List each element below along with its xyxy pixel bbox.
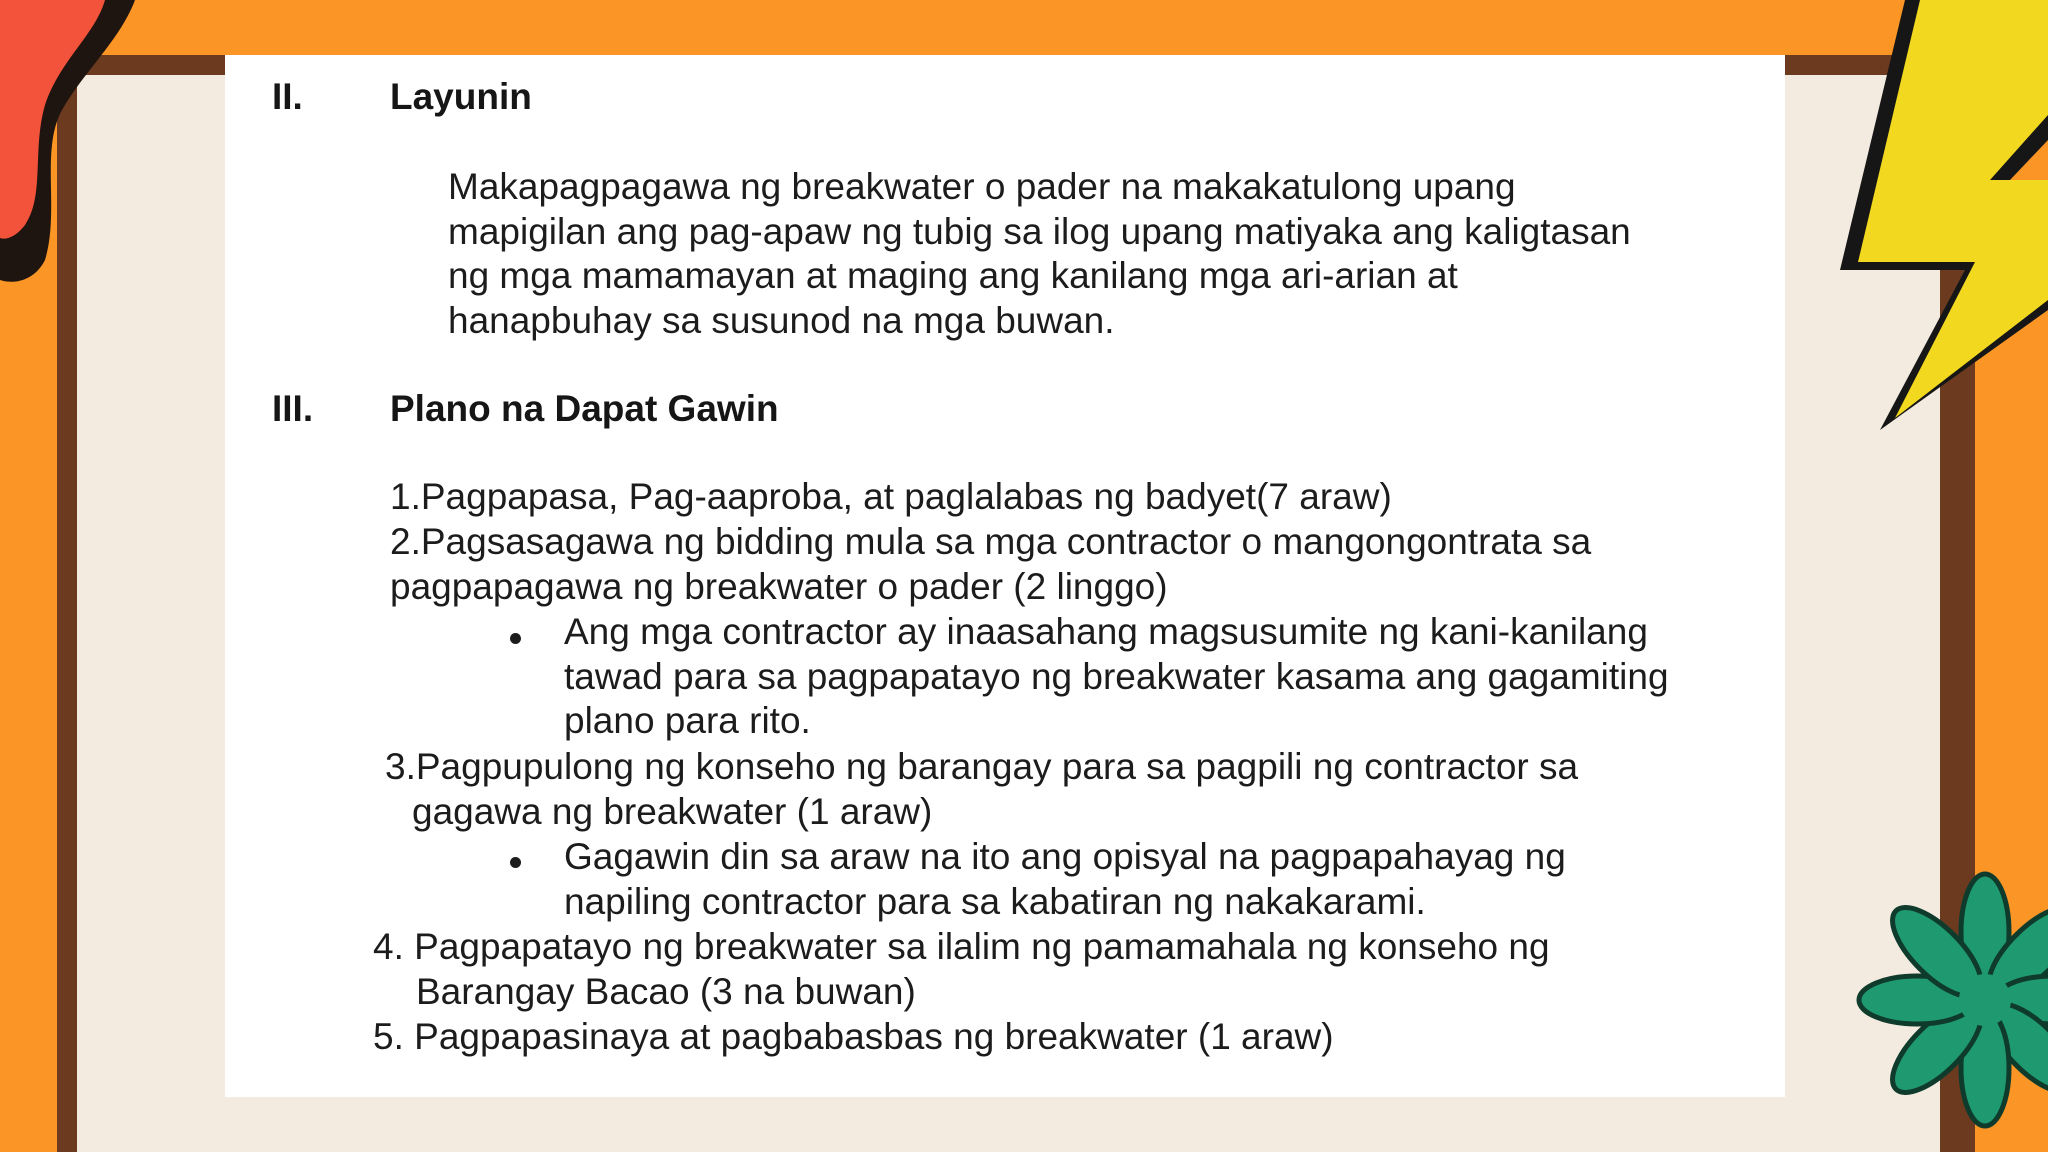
plan-item-5 [373, 1015, 1334, 1060]
bullet-line: Gagawin din sa araw na ito ang opisyal na pagpapahayag ng [564, 836, 1566, 877]
item-line: Barangay Bacao (3 na buwan) [416, 970, 916, 1012]
bullet-line: napiling contractor para sa kabatiran ng nakakarami. [564, 880, 1426, 922]
plan-item-2 [390, 520, 1591, 609]
plan-item-3 [385, 745, 1578, 834]
item-line: pagpapagawa ng breakwater o pader (2 linggo) [390, 565, 1168, 607]
section-2-numeral: II. [272, 76, 303, 117]
section-3-title: Plano na Dapat Gawin [390, 388, 779, 429]
plan-item-1 [390, 475, 1392, 520]
document-page [225, 55, 1785, 1097]
bullet-dot-icon [510, 633, 521, 644]
plan-item-4 [373, 925, 1550, 1014]
item-line: gagawa ng breakwater (1 araw) [412, 790, 933, 832]
section-2-body [448, 165, 1631, 343]
bullet-line: plano para rito. [564, 700, 811, 741]
section-2-title: Layunin [390, 76, 532, 117]
item-line: 1.Pagpapasa, Pag-aaproba, at paglalabas ng badyet(7 araw) [390, 476, 1392, 517]
item-line: 2.Pagsasagawa ng bidding mula sa mga contractor o mangongontrata sa [390, 521, 1592, 562]
body-line: mapigilan ang pag-apaw ng tubig sa ilog upang matiyaka ang kaligtasan [448, 210, 1631, 252]
bullet-line: Ang mga contractor ay inaasahang magsusumite ng kani-kanilang [564, 611, 1648, 652]
bullet-line: tawad para sa pagpapatayo ng breakwater kasama ang gagamiting [564, 655, 1669, 697]
plan-item-3-bullet [564, 835, 1566, 924]
body-line: hanapbuhay sa susunod na mga buwan. [448, 299, 1115, 341]
body-line: ng mga mamamayan at maging ang kanilang mga ari-arian at [448, 255, 1458, 296]
body-line: Makapagpagawa ng breakwater o pader na makakatulong upang [448, 166, 1516, 207]
plan-item-2-bullet [564, 610, 1669, 744]
item-line: 5. Pagpapasinaya at pagbabasbas ng breakwater (1 araw) [373, 1016, 1334, 1057]
item-line: 3.Pagpupulong ng konseho ng barangay para sa pagpili ng contractor sa [385, 746, 1579, 787]
section-3-numeral: III. [272, 388, 314, 429]
bullet-dot-icon [510, 857, 521, 868]
item-line: 4. Pagpapatayo ng breakwater sa ilalim ng pamamahala ng konseho ng [373, 926, 1550, 967]
